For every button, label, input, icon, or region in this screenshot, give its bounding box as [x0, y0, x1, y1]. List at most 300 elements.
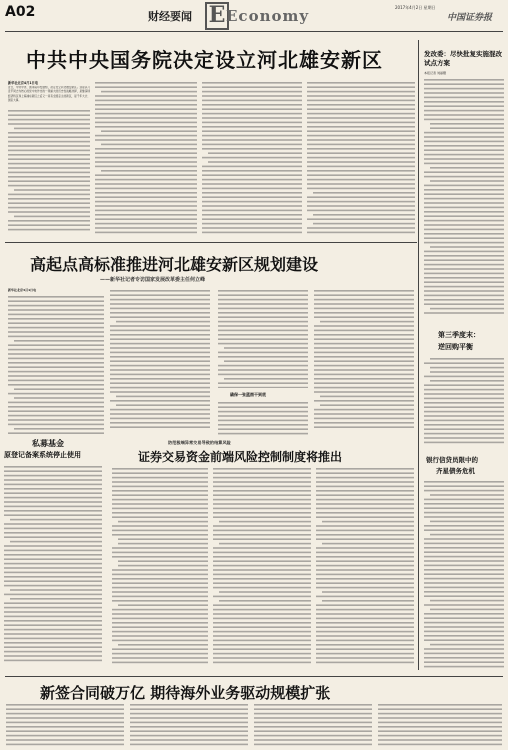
text-line — [320, 404, 414, 406]
text-line — [218, 365, 308, 367]
text-line — [213, 604, 311, 606]
text-line — [307, 108, 415, 110]
text-line — [424, 529, 504, 531]
text-line — [424, 376, 504, 378]
text-line — [8, 384, 104, 386]
text-line — [130, 739, 248, 741]
text-line — [213, 530, 311, 532]
text-line — [6, 744, 124, 746]
text-line — [4, 620, 102, 622]
text-line — [118, 604, 208, 606]
sidebar-story — [420, 40, 508, 340]
text-line — [213, 657, 311, 659]
bank-headline-1: 银行信贷员限中的 — [426, 456, 478, 464]
text-line — [424, 141, 504, 143]
text-line — [424, 193, 504, 195]
text-line — [307, 161, 415, 163]
text-line — [95, 122, 197, 124]
text-line — [218, 402, 308, 404]
text-line — [316, 490, 414, 492]
text-line — [430, 180, 504, 182]
lead-column-2 — [95, 80, 197, 234]
text-line — [424, 622, 504, 624]
text-line — [219, 521, 311, 523]
text-line — [112, 609, 208, 611]
text-line — [424, 237, 504, 239]
text-line — [110, 299, 210, 301]
text-line — [424, 158, 504, 160]
text-line — [314, 294, 414, 296]
text-line — [424, 525, 504, 527]
text-line — [8, 207, 90, 209]
text-line — [4, 501, 102, 503]
text-line — [314, 290, 414, 292]
text-line — [307, 139, 415, 141]
text-line — [112, 640, 208, 642]
text-line — [95, 218, 197, 220]
text-line — [424, 626, 504, 628]
text-line — [213, 534, 311, 536]
text-line — [218, 343, 308, 345]
text-line — [424, 207, 504, 209]
feature-byline: 新华社北京4月1日电 — [8, 288, 37, 292]
section-economy: Economy — [226, 7, 310, 25]
text-line — [314, 338, 414, 340]
text-line — [378, 717, 502, 719]
page-number: A02 — [5, 4, 36, 20]
text-line — [218, 290, 308, 292]
bottom-column-3 — [254, 702, 372, 748]
text-line — [316, 508, 414, 510]
text-line — [110, 365, 210, 367]
text-line — [424, 657, 504, 659]
text-line — [224, 360, 308, 362]
text-line — [95, 148, 197, 150]
text-line — [8, 119, 90, 121]
lead-column-3 — [202, 80, 302, 234]
text-line — [218, 352, 308, 354]
text-line — [116, 321, 210, 323]
text-line — [424, 516, 504, 518]
text-line — [424, 507, 504, 509]
text-line — [95, 183, 197, 185]
feature-box — [218, 288, 308, 438]
text-line — [424, 185, 504, 187]
text-line — [316, 635, 414, 637]
sanyuan-column — [424, 356, 504, 444]
feature-column-3 — [218, 288, 308, 388]
text-line — [218, 294, 308, 296]
text-line — [218, 424, 308, 426]
text-line — [110, 391, 210, 393]
text-line — [110, 413, 210, 415]
text-line — [316, 653, 414, 655]
text-line — [4, 655, 102, 657]
text-line — [424, 312, 504, 314]
body-text-lines — [110, 288, 210, 428]
text-line — [314, 382, 414, 384]
text-line — [6, 726, 124, 728]
securities-story — [108, 440, 418, 680]
text-line — [254, 713, 372, 715]
text-line — [307, 126, 415, 128]
text-line — [219, 591, 311, 593]
text-line — [4, 576, 102, 578]
text-line — [112, 587, 208, 589]
text-line — [8, 123, 90, 125]
text-line — [307, 183, 415, 185]
text-line — [424, 273, 504, 275]
text-line — [313, 214, 415, 216]
text-line — [307, 201, 415, 203]
text-line — [112, 512, 208, 514]
text-line — [313, 192, 415, 194]
text-line — [424, 281, 504, 283]
lead-rule — [5, 242, 417, 243]
text-line — [424, 406, 504, 408]
text-line — [314, 422, 414, 424]
text-line — [254, 704, 372, 706]
text-line — [4, 572, 102, 574]
text-line — [218, 330, 308, 332]
feature-column-3b — [218, 400, 308, 438]
text-line — [4, 488, 102, 490]
text-line — [213, 494, 311, 496]
text-line — [424, 290, 504, 292]
text-line — [202, 130, 302, 132]
text-line — [8, 371, 104, 373]
text-line — [8, 172, 90, 174]
text-line — [4, 470, 102, 472]
text-line — [424, 110, 504, 112]
text-line — [430, 246, 504, 248]
text-line — [4, 492, 102, 494]
masthead-rule — [5, 31, 503, 32]
text-line — [314, 334, 414, 336]
text-line — [424, 578, 504, 580]
text-line — [202, 91, 302, 93]
text-line — [218, 387, 308, 388]
text-line — [101, 130, 197, 132]
text-line — [112, 578, 208, 580]
text-line — [10, 519, 102, 521]
text-line — [314, 352, 414, 354]
text-line — [218, 308, 308, 310]
text-line — [424, 119, 504, 121]
text-line — [95, 174, 197, 176]
text-line — [314, 413, 414, 415]
text-line — [8, 211, 90, 213]
text-line — [218, 374, 308, 376]
text-line — [6, 704, 124, 706]
text-line — [110, 422, 210, 424]
text-line — [130, 704, 248, 706]
text-line — [112, 596, 208, 598]
text-line — [8, 180, 90, 182]
body-text-lines — [316, 466, 414, 666]
text-line — [378, 735, 502, 737]
text-line — [314, 365, 414, 367]
text-line — [202, 139, 302, 141]
text-line — [322, 521, 414, 523]
text-line — [316, 494, 414, 496]
text-line — [95, 117, 197, 119]
text-line — [110, 378, 210, 380]
text-line — [314, 299, 414, 301]
text-line — [314, 409, 414, 411]
private-fund-headline-1: 私募基金 — [32, 439, 64, 448]
text-line — [307, 104, 415, 106]
text-line — [316, 604, 414, 606]
text-line — [112, 468, 208, 470]
text-line — [130, 735, 248, 737]
text-line — [4, 558, 102, 560]
text-line — [14, 128, 90, 130]
text-line — [424, 215, 504, 217]
text-line — [202, 166, 302, 168]
text-line — [424, 163, 504, 165]
text-line — [8, 362, 104, 364]
text-line — [8, 224, 90, 226]
text-line — [424, 398, 504, 400]
text-line — [307, 144, 415, 146]
securities-headline: 证券交易资金前端风险控制制度将推出 — [138, 450, 343, 464]
text-line — [95, 100, 197, 102]
text-line — [316, 503, 414, 505]
text-line — [424, 145, 504, 147]
text-line — [316, 552, 414, 554]
text-line — [110, 330, 210, 332]
text-line — [4, 611, 102, 613]
text-line — [112, 508, 208, 510]
sanyuan-headline-2: 逆回购平衡 — [438, 343, 473, 351]
feature-column-2 — [110, 288, 210, 428]
text-line — [307, 170, 415, 172]
text-line — [307, 117, 415, 119]
bottom-story — [0, 678, 508, 750]
text-line — [202, 108, 302, 110]
text-line — [6, 730, 124, 732]
text-line — [307, 227, 415, 229]
text-line — [424, 560, 504, 562]
text-line — [95, 161, 197, 163]
text-line — [202, 205, 302, 207]
text-line — [307, 95, 415, 97]
text-line — [8, 136, 90, 138]
text-line — [424, 295, 504, 297]
text-line — [130, 713, 248, 715]
text-line — [424, 481, 504, 483]
text-line — [112, 503, 208, 505]
text-line — [314, 343, 414, 345]
text-line — [4, 528, 102, 530]
private-fund-story — [0, 430, 108, 680]
text-line — [307, 148, 415, 150]
text-line — [314, 400, 414, 402]
text-line — [430, 123, 504, 125]
text-line — [254, 730, 372, 732]
text-line — [95, 113, 197, 115]
text-line — [4, 594, 102, 596]
text-line — [316, 565, 414, 567]
text-line — [430, 609, 504, 611]
text-line — [213, 609, 311, 611]
lead-column-1 — [8, 86, 90, 234]
text-line — [4, 475, 102, 477]
text-line — [95, 166, 197, 168]
text-line — [112, 530, 208, 532]
text-line — [218, 338, 308, 340]
text-line — [4, 660, 102, 662]
text-line — [8, 366, 104, 368]
body-text-lines — [218, 288, 308, 388]
text-line — [112, 622, 208, 624]
text-line — [202, 201, 302, 203]
text-line — [322, 600, 414, 602]
text-line — [424, 551, 504, 553]
text-line — [8, 406, 104, 408]
text-line — [112, 499, 208, 501]
private-fund-column — [4, 464, 102, 664]
text-line — [213, 626, 311, 628]
body-text-lines — [314, 288, 414, 428]
text-line — [8, 419, 104, 421]
text-line — [110, 426, 210, 428]
text-line — [95, 223, 197, 225]
text-line — [112, 472, 208, 474]
text-line — [8, 402, 104, 404]
text-line — [6, 739, 124, 741]
text-line — [430, 600, 504, 602]
text-line — [202, 117, 302, 119]
text-line — [307, 196, 415, 198]
text-line — [101, 144, 197, 146]
text-line — [4, 545, 102, 547]
text-line — [8, 344, 104, 346]
text-line — [95, 135, 197, 137]
sidebar-column — [424, 77, 504, 317]
text-line — [316, 569, 414, 571]
text-line — [4, 514, 102, 516]
text-line — [202, 86, 302, 88]
text-line — [8, 309, 104, 311]
text-line — [110, 325, 210, 327]
text-line — [10, 589, 102, 591]
date-line: 2017年4月2日 星期日 — [395, 5, 436, 10]
text-line — [4, 484, 102, 486]
text-line — [95, 104, 197, 106]
text-line — [95, 196, 197, 198]
text-line — [424, 83, 504, 85]
text-line — [202, 82, 302, 84]
text-line — [313, 223, 415, 225]
text-line — [14, 397, 104, 399]
text-line — [316, 560, 414, 562]
text-line — [424, 242, 504, 244]
text-line — [424, 428, 504, 430]
text-line — [218, 420, 308, 422]
text-line — [8, 163, 90, 165]
text-line — [254, 739, 372, 741]
text-line — [202, 144, 302, 146]
text-line — [112, 486, 208, 488]
text-line — [316, 618, 414, 620]
text-line — [424, 565, 504, 567]
text-line — [202, 179, 302, 181]
text-line — [424, 198, 504, 200]
text-line — [316, 631, 414, 633]
text-line — [213, 582, 311, 584]
text-line — [424, 543, 504, 545]
text-line — [424, 512, 504, 514]
text-line — [316, 574, 414, 576]
text-line — [430, 367, 504, 369]
text-line — [4, 506, 102, 508]
text-line — [424, 286, 504, 288]
body-text-lines — [130, 702, 248, 748]
text-line — [95, 126, 197, 128]
text-line — [8, 132, 90, 134]
text-line — [112, 631, 208, 633]
body-text-lines — [112, 466, 208, 666]
text-line — [307, 205, 415, 207]
section-e-logo: E — [205, 2, 229, 30]
text-line — [314, 316, 414, 318]
text-line — [316, 477, 414, 479]
text-line — [95, 214, 197, 216]
text-line — [424, 499, 504, 501]
text-line — [213, 552, 311, 554]
text-line — [4, 642, 102, 644]
bank-story — [420, 455, 508, 675]
text-line — [424, 136, 504, 138]
text-line — [213, 622, 311, 624]
text-line — [202, 210, 302, 212]
text-line — [316, 640, 414, 642]
text-line — [213, 481, 311, 483]
text-line — [316, 530, 414, 532]
text-line — [112, 600, 208, 602]
text-line — [320, 321, 414, 323]
text-line — [110, 400, 210, 402]
text-line — [314, 325, 414, 327]
text-line — [424, 268, 504, 270]
text-line — [110, 382, 210, 384]
sidebar-headline-text: 发改委：尽快批复实施混改试点方案 — [424, 50, 502, 67]
text-line — [4, 554, 102, 556]
text-line — [213, 560, 311, 562]
text-line — [95, 95, 197, 97]
text-line — [314, 374, 414, 376]
text-line — [213, 587, 311, 589]
text-line — [316, 534, 414, 536]
text-line — [218, 415, 308, 417]
text-line — [4, 580, 102, 582]
text-line — [424, 595, 504, 597]
text-line — [316, 587, 414, 589]
text-line — [112, 494, 208, 496]
text-line — [314, 387, 414, 389]
text-line — [430, 644, 504, 646]
text-line — [424, 389, 504, 391]
body-text-lines — [378, 702, 502, 748]
text-line — [213, 556, 311, 558]
text-line — [307, 152, 415, 154]
bottom-column-2 — [130, 702, 248, 748]
text-line — [314, 356, 414, 358]
text-line — [112, 525, 208, 527]
text-line — [213, 635, 311, 637]
